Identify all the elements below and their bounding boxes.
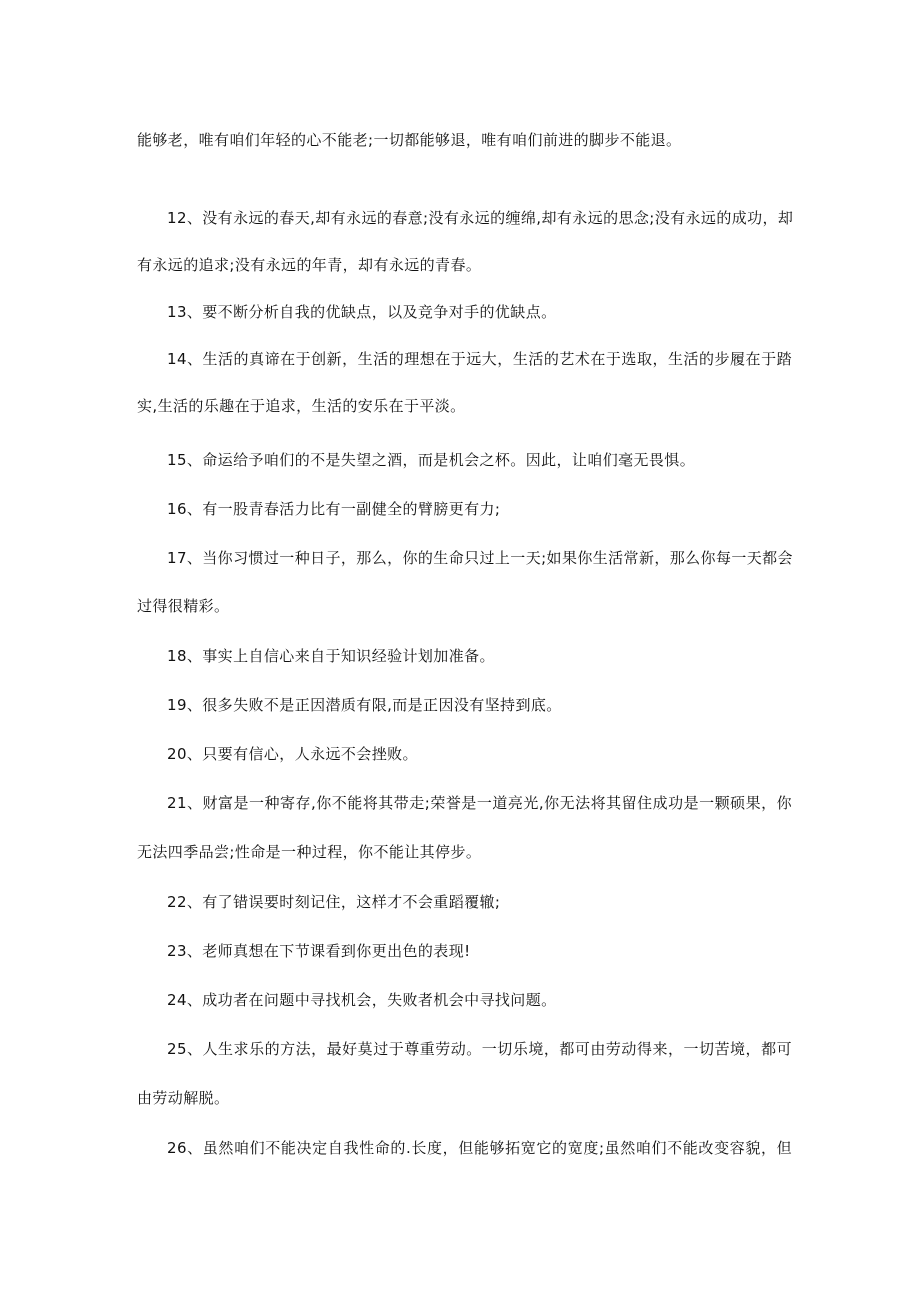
text-line: 23、老师真想在下节课看到你更出色的表现! — [167, 942, 471, 960]
text-line: 22、有了错误要时刻记住，这样才不会重蹈覆辙; — [167, 893, 501, 911]
text-line: 18、事实上自信心来自于知识经验计划加准备。 — [167, 647, 495, 665]
text-line: 14、生活的真谛在于创新，生活的理想在于远大，生活的艺术在于选取，生活的步履在于踏 — [167, 350, 792, 368]
text-line: 15、命运给予咱们的不是失望之酒，而是机会之杯。因此，让咱们毫无畏惧。 — [167, 451, 696, 469]
text-line: 实,生活的乐趣在于追求，生活的安乐在于平淡。 — [137, 397, 466, 415]
text-line: 由劳动解脱。 — [137, 1089, 230, 1107]
text-line: 有永远的追求;没有永远的年青，却有永远的青春。 — [137, 256, 482, 274]
text-line: 25、人生求乐的方法，最好莫过于尊重劳动。一切乐境，都可由劳动得来，一切苦境，都可 — [167, 1040, 792, 1058]
text-line: 过得很精彩。 — [137, 597, 230, 615]
text-line: 能够老，唯有咱们年轻的心不能老;一切都能够退，唯有咱们前进的脚步不能退。 — [137, 131, 682, 149]
text-line: 19、很多失败不是正因潜质有限,而是正因没有坚持到底。 — [167, 696, 562, 714]
text-line: 无法四季品尝;性命是一种过程，你不能让其停步。 — [137, 843, 482, 861]
text-line: 16、有一股青春活力比有一副健全的臂膀更有力; — [167, 500, 501, 518]
text-line: 24、成功者在问题中寻找机会，失败者机会中寻找问题。 — [167, 991, 557, 1009]
text-line: 26、虽然咱们不能决定自我性命的.长度，但能够拓宽它的宽度;虽然咱们不能改变容貌，但 — [167, 1139, 792, 1157]
text-line: 12、没有永远的春天,却有永远的春意;没有永远的缠绵,却有永远的思念;没有永远的成功，却 — [167, 209, 794, 227]
text-line: 17、当你习惯过一种日子，那么，你的生命只过上一天;如果你生活常新，那么你每一天都会 — [167, 549, 793, 567]
text-line: 13、要不断分析自我的优缺点，以及竞争对手的优缺点。 — [167, 303, 557, 321]
text-line: 21、财富是一种寄存,你不能将其带走;荣誉是一道亮光,你无法将其留住成功是一颗硕果，你 — [167, 794, 792, 812]
text-line: 20、只要有信心，人永远不会挫败。 — [167, 745, 418, 763]
